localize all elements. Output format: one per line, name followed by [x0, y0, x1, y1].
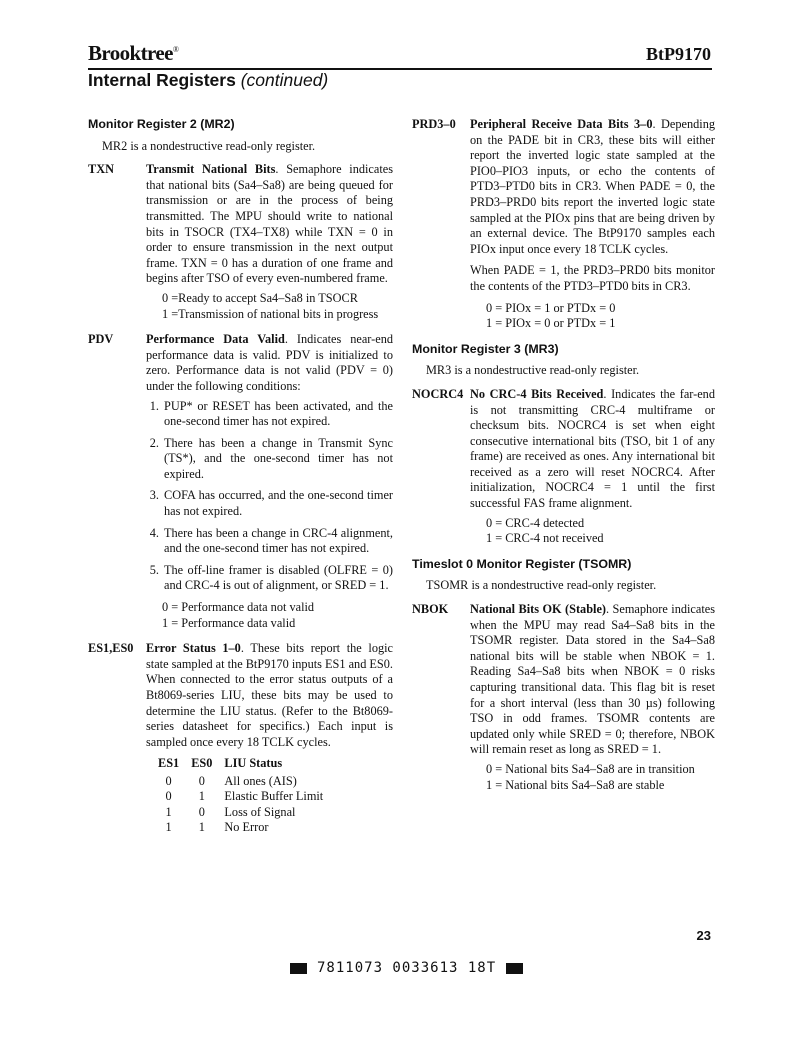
table-row [154, 774, 331, 789]
nbok-term: NBOK [412, 602, 449, 617]
part-number: BtP9170 [646, 44, 711, 64]
list-item: 2. There has been a change in Transmit Sync (TS*), and the one-second timer has not expired. [162, 436, 393, 483]
table-cell: 1 [198, 789, 205, 804]
table-cell: All ones (AIS) [224, 773, 297, 788]
table-cell: 0 [198, 773, 205, 788]
prd-term: PRD3–0 [412, 117, 456, 131]
pdv-text: . Indicates near-end performance data is valid. PDV is initialized to zero. Performance data is not valid (PDV = 0) under the following conditions: [146, 332, 394, 393]
txn-term: TXN [88, 162, 114, 177]
page-title: Internal Registers (continued) [88, 70, 329, 90]
right-column [412, 117, 715, 803]
table-cell: Loss of Signal [224, 804, 296, 819]
prd-name: Peripheral Receive Data Bits 3–0 [470, 117, 653, 131]
table-cell: No Error [224, 820, 269, 835]
table-row [154, 805, 331, 820]
table-cell: 0 [165, 773, 172, 788]
barcode-text: 7811073 0033613 18T [317, 960, 497, 976]
left-column [88, 117, 393, 846]
es-text: . These bits report the logic state sampled at the BtP9170 inputs ES1 and ES0. When connected to the error status outputs of a Bt8069-series LIU, these bits may be used to determine the LIU status. (Refer to the Bt8069-series datasheet for specifics.) Each input is sampled once every 18 TCLK cycles. [146, 641, 393, 749]
nocrc4-text: . Indicates the far-end is not transmitting CRC-4 multiframe or checksum bits. NOCRC4 is set when eight consecutive international bits (TSO, bit 1 of any frame) are received as ones. Any international bit received as a zero will reset NOCRC4. After initialization, NOCRC4 = 1 until the first successful FAS frame alignment. [470, 386, 715, 511]
pdv-conditions-list [146, 399, 393, 595]
txn-value-1: 1 =Transmission of national bits in progress [162, 306, 379, 321]
txn-value-0: 0 =Ready to accept Sa4–Sa8 in TSOCR [162, 290, 358, 305]
page-number: 23 [696, 928, 711, 943]
txn-name: Transmit National Bits [146, 162, 276, 177]
table-row [154, 820, 331, 835]
list-item: 4. There has been a change in CRC-4 alignment, and the one-second timer has not expired. [162, 526, 393, 557]
table-row [154, 789, 331, 804]
table-cell: 0 [165, 789, 172, 804]
txn-definition [88, 162, 393, 322]
mr2-heading: Monitor Register 2 (MR2) [88, 117, 235, 131]
prd-value-0: 0 = PIOx = 1 or PTDx = 0 [486, 300, 616, 315]
mr3-heading: Monitor Register 3 (MR3) [412, 341, 559, 356]
liu-status-table [154, 756, 331, 835]
nocrc4-name: No CRC-4 Bits Received [470, 386, 604, 401]
mr2-intro: MR2 is a nondestructive read-only register. [102, 138, 316, 153]
es-term: ES1,ES0 [88, 641, 134, 656]
table-cell: 1 [165, 804, 172, 819]
tsomr-intro: TSOMR is a nondestructive read-only register. [426, 578, 657, 593]
prd-value-1: 1 = PIOx = 0 or PTDx = 1 [486, 316, 616, 331]
prd-text: . Depending on the PADE bit in CR3, these bits will either report the inverted logic state sampled at the PIO0–PIO3 inputs, or echo the contents of PTD3–PTD0 bits in CR3. When PADE = 0, the PRD3–PRD0 bits report the inverted logic state sampled at the PIOx pins that are being driven by an external device. The BtP9170 samples each PIOx input once every 18 TCLK cycles. [470, 117, 715, 256]
tsomr-heading: Timeslot 0 Monitor Register (TSOMR) [412, 556, 632, 571]
nbok-value-0: 0 = National bits Sa4–Sa8 are in transition [486, 761, 695, 776]
list-item: 3. COFA has occurred, and the one-second timer has not expired. [162, 488, 393, 519]
table-header: ES1 [158, 756, 180, 771]
barcode-block-left [290, 963, 307, 974]
list-item: 1. PUP* or RESET has been activated, and the one-second timer has not expired. [162, 399, 393, 430]
pdv-value-0: 0 = Performance data not valid [162, 600, 315, 615]
es-definition [88, 641, 393, 835]
brand-logo: Brooktree® [88, 41, 179, 65]
nbok-text: . Semaphore indicates when the MPU may read Sa4–Sa8 bits in the TSOMR register. Data stored in the Sa4–Sa8 national bits will be stable when NBOK = 1. Reading Sa4–Sa8 bits when NBOK = 0 risks capturing transitional data. This flag bit is reset for a short interval (less than 30 µs) following TSO in odd frames. TSOMR contents are updated only while SRED = 0; therefore, NBOK will remain reset as long as SRED = 1. [470, 602, 716, 757]
es-name: Error Status 1–0 [146, 641, 241, 656]
table-cell: 1 [198, 820, 205, 835]
nocrc4-definition [412, 387, 715, 547]
table-header: LIU Status [224, 756, 283, 771]
mr3-intro: MR3 is a nondestructive read-only register. [426, 363, 640, 378]
barcode [290, 960, 523, 976]
nocrc4-value-0: 0 = CRC-4 detected [486, 515, 585, 530]
nocrc4-value-1: 1 = CRC-4 not received [486, 531, 604, 546]
pdv-value-1: 1 = Performance data valid [162, 615, 296, 630]
prd-text-2: When PADE = 1, the PRD3–PRD0 bits monitor the contents of the PTD3–PTD0 bits in CR3. [470, 263, 715, 293]
nocrc4-term: NOCRC4 [412, 386, 464, 401]
table-header: ES0 [191, 756, 213, 771]
list-item: 5. The off-line framer is disabled (OLFRE = 0) and CRC-4 is out of alignment, or SRED = 1. [162, 563, 393, 594]
txn-text: . Semaphore indicates that national bits (Sa4–Sa8) are being queued for transmission or are in the process of being transmitted. The MPU should write to national bits in TSOCR (TX4–TX8) while TXN = 0 in order to ensure transmission in the next output frame. TXN = 0 has a duration of one frame and begins after TSO of every even-numbered frame. [146, 162, 394, 286]
barcode-block-right [506, 963, 523, 974]
table-cell: Elastic Buffer Limit [224, 789, 324, 804]
nbok-value-1: 1 = National bits Sa4–Sa8 are stable [486, 777, 665, 792]
prd-definition [412, 117, 715, 332]
pdv-definition [88, 332, 393, 631]
table-cell: 1 [165, 820, 172, 835]
nbok-name: National Bits OK (Stable) [470, 602, 607, 617]
pdv-name: Performance Data Valid [146, 332, 285, 347]
table-cell: 0 [198, 804, 205, 819]
pdv-term: PDV [88, 332, 114, 347]
nbok-definition [412, 602, 715, 793]
